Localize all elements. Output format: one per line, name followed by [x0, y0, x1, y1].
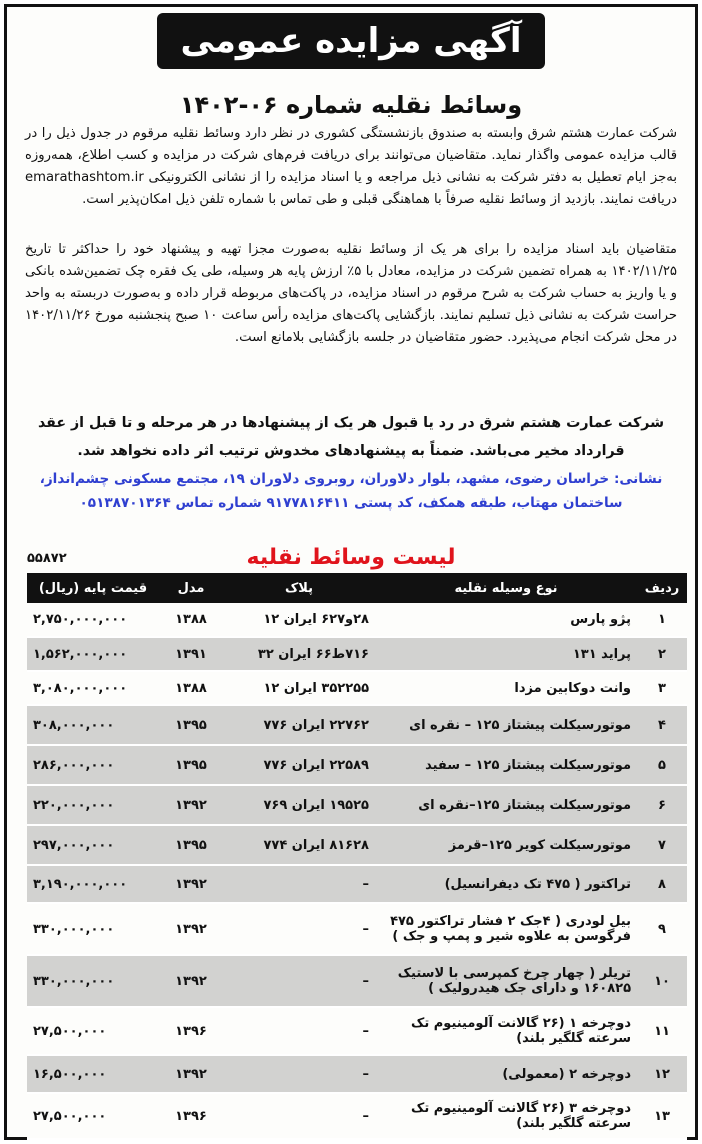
cell-model: ۱۳۸۸ [159, 671, 223, 705]
cell-base-price: ۳۳۰,۰۰۰,۰۰۰ [27, 903, 159, 955]
cell-base-price: ۳,۰۸۰,۰۰۰,۰۰۰ [27, 671, 159, 705]
header-plate: پلاک [223, 573, 375, 603]
table-row [27, 603, 687, 637]
cell-plate: – [223, 1093, 375, 1139]
cell-model: ۱۳۹۲ [159, 955, 223, 1007]
cell-model: ۱۳۹۲ [159, 865, 223, 903]
cell-vehicle-type: تراکتور ( ۴۷۵ تک دیفرانسیل) [375, 865, 637, 903]
cell-row-number: ۸ [637, 865, 687, 903]
cell-row-number: ۷ [637, 825, 687, 865]
cell-plate: ۸۱۶۲۸ ایران ۷۷۴ [223, 825, 375, 865]
table-row [27, 1007, 687, 1055]
cell-base-price: ۳۰۸,۰۰۰,۰۰۰ [27, 705, 159, 745]
cell-base-price: ۳,۱۹۰,۰۰۰,۰۰۰ [27, 865, 159, 903]
cell-base-price: ۱,۵۶۲,۰۰۰,۰۰۰ [27, 637, 159, 671]
paragraph-intro: شرکت عمارت هشتم شرق وابسته به صندوق بازنشستگی کشوری در نظر دارد وسائط نقلیه مرقوم در جدول ذیل را در قالب مزایده عمومی واگذار نماید. متقاضیان می‌توانند برای دریافت فرم‌های شرکت در مزایده و کسب اطلاع، همه‌روزه به‌جز ایام تعطیل به دفتر شرکت به نشانی ذیل مراجعه و یا اسناد مزایده را از نشانی الکترونیکی emarathashtom.ir دریافت نمایند. بازدید از وسائط نقلیه صرفاً با هماهنگی قبلی و طی تماس با شماره تلفن ذیل امکان‌پذیر است. [25, 126, 677, 207]
title-banner [157, 13, 545, 69]
cell-base-price: ۲۹۷,۰۰۰,۰۰۰ [27, 825, 159, 865]
cell-vehicle-type: دوچرخه ۱ (۲۶ گالانت آلومینیوم تک سرعته گلگیر بلند) [375, 1007, 637, 1055]
cell-row-number: ۱۰ [637, 955, 687, 1007]
cell-vehicle-type: موتورسیکلت پیشتاز ۱۲۵ – سفید [375, 745, 637, 785]
cell-model: ۱۳۹۱ [159, 637, 223, 671]
paragraph-rights: شرکت عمارت هشتم شرق در رد یا قبول هر یک از پیشنهادها در هر مرحله و تا قبل از عقد قرارداد مخیر می‌باشد. ضمناً به پیشنهادهای مخدوش ترتیب اثر داده نخواهد شد. [37, 415, 665, 459]
cell-base-price: ۲۷,۵۰۰,۰۰۰ [27, 1093, 159, 1139]
table-row [27, 955, 687, 1007]
cell-row-number: ۹ [637, 903, 687, 955]
notice-title: آگهی مزایده عمومی [180, 21, 522, 61]
cell-plate: ۲۲۷۶۲ ایران ۷۷۶ [223, 705, 375, 745]
cell-vehicle-type: پژو پارس [375, 603, 637, 637]
cell-vehicle-type: دوچرخه ۳ (۲۶ گالانت آلومینیوم تک سرعته گلگیر بلند) [375, 1093, 637, 1139]
table-row [27, 1093, 687, 1139]
cell-plate: ۲۲۵۸۹ ایران ۷۷۶ [223, 745, 375, 785]
table-row [27, 903, 687, 955]
cell-row-number: ۱۳ [637, 1093, 687, 1139]
cell-vehicle-type: موتورسیکلت پیشتاز ۱۲۵ – نقره ای [375, 705, 637, 745]
notice-subtitle: وسائط نقلیه شماره ۰۶-۱۴۰۲ [179, 91, 523, 119]
cell-model: ۱۳۹۲ [159, 1055, 223, 1093]
cell-plate: ۱۹۵۲۵ ایران ۷۶۹ [223, 785, 375, 825]
cell-model: ۱۳۹۵ [159, 705, 223, 745]
cell-base-price: ۲۷,۵۰۰,۰۰۰ [27, 1007, 159, 1055]
cell-base-price: ۲,۷۵۰,۰۰۰,۰۰۰ [27, 603, 159, 637]
paragraph-submission: متقاضیان باید اسناد مزایده را برای هر یک از وسائط نقلیه به‌صورت مجزا تهیه و پیشنهاد خود را حداکثر تا تاریخ ۱۴۰۲/۱۱/۲۵ به همراه تضمین شرکت در مزایده، معادل با ۵٪ ارزش پایه هر وسیله، طی یک فقره چک تضمین‌شده بانکی و یا واریز به حساب شرکت به شرح مرقوم در اسناد مزایده، در پاکت‌های مربوطه قرار داده و به‌صورت دربسته به واحد حراست شرکت به نشانی ذیل تسلیم نمایند. بازگشایی پاکت‌های مزایده رأس ساعت ۱۰ صبح پنجشنبه مورخ ۱۴۰۲/۱۱/۲۶ در محل شرکت انجام می‌پذیرد. حضور متقاضیان در جلسه بازگشایی بلامانع است. [25, 242, 677, 345]
cell-model: ۱۳۹۵ [159, 825, 223, 865]
cell-model: ۱۳۹۲ [159, 903, 223, 955]
cell-row-number: ۴ [637, 705, 687, 745]
vehicles-table [27, 573, 687, 1140]
cell-base-price: ۲۲۰,۰۰۰,۰۰۰ [27, 785, 159, 825]
cell-row-number: ۱۲ [637, 1055, 687, 1093]
cell-plate: ۲۸و۶۲۷ ایران ۱۲ [223, 603, 375, 637]
cell-vehicle-type: دوچرخه ۲ (معمولی) [375, 1055, 637, 1093]
table-header-row [27, 573, 687, 603]
table-row [27, 705, 687, 745]
cell-base-price: ۱۶,۵۰۰,۰۰۰ [27, 1055, 159, 1093]
cell-model: ۱۳۹۶ [159, 1093, 223, 1139]
cell-vehicle-type: موتورسیکلت پیشتاز ۱۲۵–نقره ای [375, 785, 637, 825]
cell-row-number: ۳ [637, 671, 687, 705]
cell-plate: ۳۵۲۲۵۵ ایران ۱۲ [223, 671, 375, 705]
cell-plate: – [223, 955, 375, 1007]
cell-model: ۱۳۹۶ [159, 1007, 223, 1055]
table-row [27, 745, 687, 785]
cell-row-number: ۲ [637, 637, 687, 671]
cell-row-number: ۱۱ [637, 1007, 687, 1055]
table-row [27, 637, 687, 671]
table-row [27, 785, 687, 825]
ad-number: ۵۵۸۷۲ [27, 551, 67, 566]
table-row [27, 671, 687, 705]
cell-plate: – [223, 903, 375, 955]
cell-plate: – [223, 1007, 375, 1055]
cell-row-number: ۶ [637, 785, 687, 825]
cell-vehicle-type: موتورسیکلت کویر ۱۲۵–قرمز [375, 825, 637, 865]
cell-plate: – [223, 1055, 375, 1093]
table-row [27, 1055, 687, 1093]
cell-vehicle-type: وانت دوکابین مزدا [375, 671, 637, 705]
header-row-number: ردیف [637, 573, 687, 603]
header-model: مدل [159, 573, 223, 603]
cell-plate: ۷۱۶ط۶۶ ایران ۳۲ [223, 637, 375, 671]
cell-row-number: ۵ [637, 745, 687, 785]
cell-model: ۱۳۸۸ [159, 603, 223, 637]
cell-vehicle-type: پراید ۱۳۱ [375, 637, 637, 671]
list-title: لیست وسائط نقلیه [246, 545, 456, 570]
table-row [27, 825, 687, 865]
cell-model: ۱۳۹۲ [159, 785, 223, 825]
header-vehicle-type: نوع وسیله نقلیه [375, 573, 637, 603]
cell-vehicle-type: تریلر ( چهار چرخ کمپرسی با لاستیک ۱۶۰۸۲۵ و دارای جک هیدرولیک ) [375, 955, 637, 1007]
cell-base-price: ۲۸۶,۰۰۰,۰۰۰ [27, 745, 159, 785]
auction-notice [4, 4, 698, 1140]
cell-vehicle-type: بیل لودری ( ۴جک ۲ فشار تراکتور ۴۷۵ فرگوسن به علاوه شیر و پمپ و جک ) [375, 903, 637, 955]
table-row [27, 865, 687, 903]
cell-row-number: ۱ [637, 603, 687, 637]
header-base-price: قیمت پایه (ریال) [27, 573, 159, 603]
cell-model: ۱۳۹۵ [159, 745, 223, 785]
address-text: نشانی: خراسان رضوی، مشهد، بلوار دلاوران، روبروی دلاوران ۱۹، مجتمع مسکونی چشم‌انداز، ساختمان مهتاب، طبقه همکف، کد پستی ۹۱۷۷۸۱۶۴۱۱ شماره تماس ۰۵۱۳۸۷۰۱۳۶۴ [39, 471, 663, 511]
cell-base-price: ۳۳۰,۰۰۰,۰۰۰ [27, 955, 159, 1007]
cell-plate: – [223, 865, 375, 903]
